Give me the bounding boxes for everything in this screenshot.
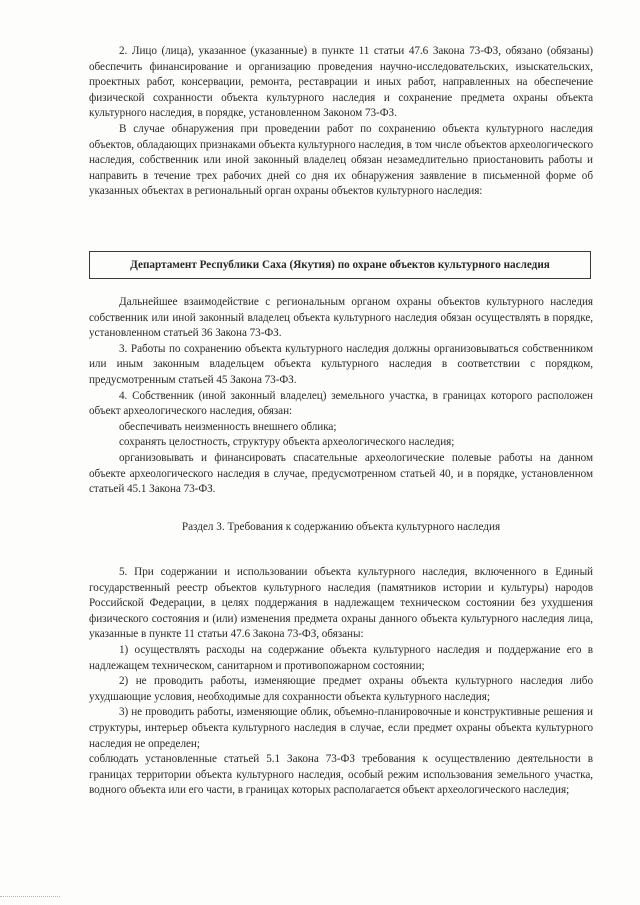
paragraph-interaction: Дальнейшее взаимодействие с региональным органом охраны объектов культурного наследия собственник или иной законный владелец объекта культурного наследия обязан осуществлять в порядке, установленном статьей 36 Закона 73-ФЗ. [89, 296, 593, 340]
paragraph-subitem-2: 2) не проводить работы, изменяющие предмет охраны объекта культурного наследия либо ухудшающие условия, необходимые для сохранности объекта культурного наследия; [89, 675, 593, 703]
paragraph-discovery: В случае обнаружения при проведении работ по сохранению объекта культурного наследия объектов, обладающих признаками объекта культурного наследия, в том числе объектов археологического наследия, собственник или иной законный владелец обязан незамедлительно приостановить работы и направить в течение трех рабочих дней со дня их обнаружения заявление в письменной форме об указанных объектах в региональный орган охраны объектов культурного наследия: [89, 122, 593, 198]
paragraph-appearance: обеспечивать неизменность внешнего облика; [119, 420, 337, 433]
paragraph-integrity: сохранять целостность, структуру объекта археологического наследия; [119, 436, 455, 449]
section-title: Раздел 3. Требования к содержанию объекта культурного наследия [181, 521, 501, 533]
paragraph-compliance: соблюдать установленные статьей 5.1 Закона 73-ФЗ требования к осуществлению деятельности в границах территории объекта культурного наследия, особый режим использования земельного участка, водного объекта или его части, в границах которых располагается объект археологического наследия; [89, 753, 593, 797]
text-block-obligations [89, 44, 593, 200]
text-block-maintenance [89, 565, 593, 799]
scan-edge-mark [0, 896, 60, 901]
paragraph-item-3: 3. Работы по сохранению объекта культурного наследия должны организовываться собственником или иным законным владельцем объекта культурного наследия в соответствии с порядком, предусмотренным статьей 45 Закона 73-ФЗ. [89, 342, 593, 386]
paragraph-subitem-1: 1) осуществлять расходы на содержание объекта культурного наследия и поддержание его в надлежащем техническом, санитарном и противопожарном состоянии; [89, 643, 593, 672]
paragraph-subitem-3: 3) не проводить работы, изменяющие облик, объемно-планировочные и конструктивные решения и структуры, интерьер объекта культурного наследия в случае, если предмет охраны объекта культурного наследия не определен; [89, 706, 593, 750]
text-block-interaction [89, 295, 593, 498]
paragraph-item-5: 5. При содержании и использовании объекта культурного наследия, включенного в Единый государственный реестр объектов культурного наследия (памятников истории и культуры) народов Российской Федерации, в целях поддержания в надлежащем техническом состоянии без ухудшения физического состояния и (или) изменения предмета охраны данного объекта культурного наследия лица, указанные в пункте 11 статьи 47.6 Закона 73-ФЗ, обязаны: [89, 566, 593, 641]
paragraph-rescue-works: организовывать и финансировать спасательные археологические полевые работы на данном объекте археологического наследия в случае, предусмотренном статьей 40, и в порядке, установленном статьей 45.1 Закона 73-ФЗ. [89, 451, 593, 496]
paragraph-item-2: 2. Лицо (лица), указанное (указанные) в пункте 11 статьи 47.6 Закона 73-ФЗ, обязано (обязаны) обеспечить финансирование и организацию проведения научно-исследовательских, изыскательских, проектных работ, консервации, ремонта, реставрации и иных работ, направленных на обеспечение физической сохранности объекта культурного наследия и сохранение предмета охраны объекта культурного наследия, в порядке, установленном Законом 73-ФЗ. [89, 45, 593, 120]
paragraph-item-4: 4. Собственник (иной законный владелец) земельного участка, в границах которого расположен объект археологического наследия, обязан: [89, 389, 593, 418]
authority-box: Департамент Республики Саха (Якутия) по охране объектов культурного наследия [89, 251, 591, 279]
